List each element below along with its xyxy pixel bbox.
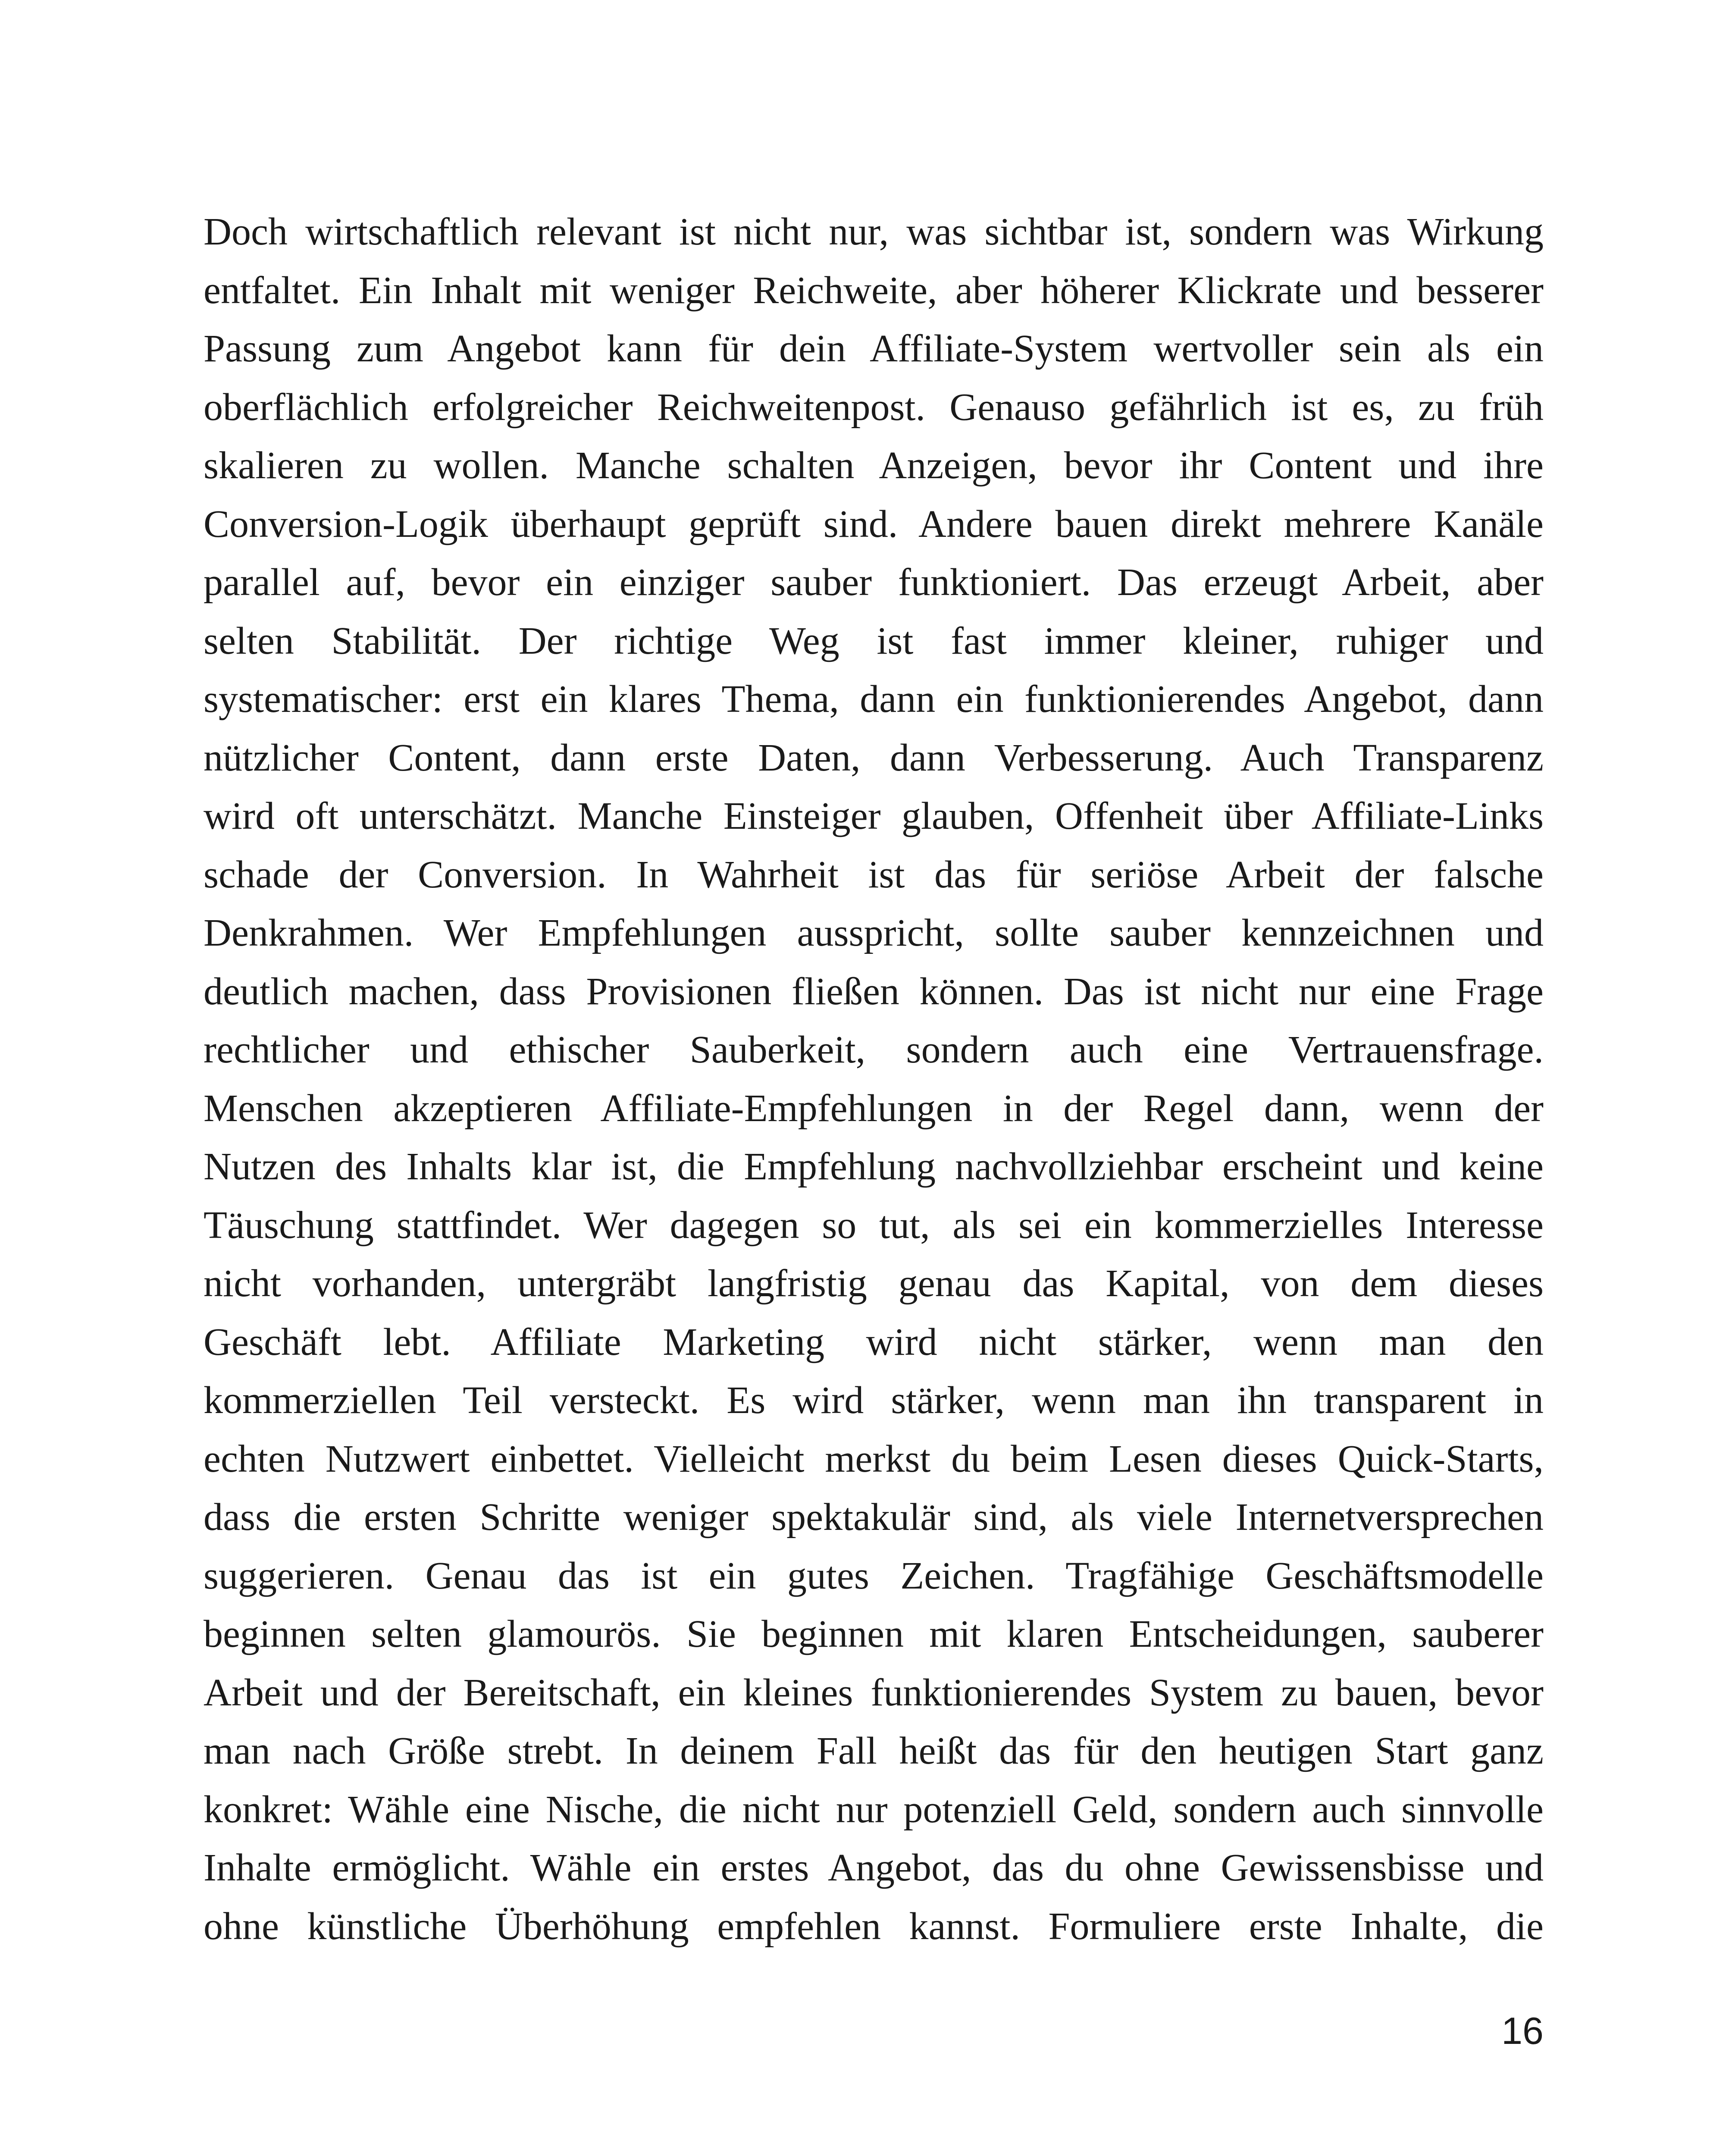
text-line: Denkrahmen. Wer Empfehlungen ausspricht, sollte sauber kennzeichnen und bbox=[204, 912, 1544, 954]
text-line: skalieren zu wollen. Manche schalten Anzeigen, bevor ihr Content und ihre bbox=[204, 444, 1544, 487]
text-line: dass die ersten Schritte weniger spektakulär sind, als viele Internetversprechen bbox=[204, 1496, 1544, 1539]
text-line: rechtlicher und ethischer Sauberkeit, sondern auch eine Vertrauensfrage. bbox=[204, 1028, 1544, 1071]
text-line: parallel auf, bevor ein einziger sauber funktioniert. Das erzeugt Arbeit, aber bbox=[204, 561, 1544, 604]
text-line: Conversion-Logik überhaupt geprüft sind. Andere bauen direkt mehrere Kanäle bbox=[204, 502, 1544, 545]
text-line: Doch wirtschaftlich relevant ist nicht nur, was sichtbar ist, sondern was Wirkung bbox=[204, 210, 1544, 253]
text-line: Täuschung stattfindet. Wer dagegen so tut, als sei ein kommerzielles Interesse bbox=[204, 1203, 1544, 1247]
text-line: echten Nutzwert einbettet. Vielleicht merkst du beim Lesen dieses Quick-Starts, bbox=[204, 1437, 1544, 1480]
text-line: kommerziellen Teil versteckt. Es wird stärker, wenn man ihn transparent in bbox=[204, 1379, 1544, 1422]
body-paragraph bbox=[204, 203, 1544, 1955]
text-line: man nach Größe strebt. In deinem Fall heißt das für den heutigen Start ganz bbox=[204, 1730, 1544, 1772]
text-line: beginnen selten glamourös. Sie beginnen mit klaren Entscheidungen, sauberer bbox=[204, 1613, 1544, 1655]
text-line: konkret: Wähle eine Nische, die nicht nur potenziell Geld, sondern auch sinnvolle bbox=[204, 1788, 1544, 1831]
text-line: Nutzen des Inhalts klar ist, die Empfehlung nachvollziehbar erscheint und keine bbox=[204, 1145, 1544, 1188]
text-line: ohne künstliche Überhöhung empfehlen kannst. Formuliere erste Inhalte, die bbox=[204, 1905, 1544, 1948]
text-line: systematischer: erst ein klares Thema, dann ein funktionierendes Angebot, dann bbox=[204, 678, 1544, 721]
page-number: 16 bbox=[1501, 2009, 1544, 2052]
text-line: nicht vorhanden, untergräbt langfristig genau das Kapital, von dem dieses bbox=[204, 1262, 1544, 1305]
text-line: suggerieren. Genau das ist ein gutes Zeichen. Tragfähige Geschäftsmodelle bbox=[204, 1554, 1544, 1597]
text-line: Passung zum Angebot kann für dein Affiliate-System wertvoller sein als ein bbox=[204, 327, 1544, 370]
text-line: selten Stabilität. Der richtige Weg ist fast immer kleiner, ruhiger und bbox=[204, 619, 1544, 662]
text-line: entfaltet. Ein Inhalt mit weniger Reichweite, aber höherer Klickrate und besserer bbox=[204, 269, 1544, 312]
text-line: Menschen akzeptieren Affiliate-Empfehlungen in der Regel dann, wenn der bbox=[204, 1087, 1544, 1130]
text-line: wird oft unterschätzt. Manche Einsteiger glauben, Offenheit über Affiliate-Links bbox=[204, 795, 1544, 837]
text-line: Geschäft lebt. Affiliate Marketing wird nicht stärker, wenn man den bbox=[204, 1320, 1544, 1363]
text-line: nützlicher Content, dann erste Daten, dann Verbesserung. Auch Transparenz bbox=[204, 736, 1544, 779]
text-line: schade der Conversion. In Wahrheit ist das für seriöse Arbeit der falsche bbox=[204, 853, 1544, 896]
text-line: Arbeit und der Bereitschaft, ein kleines funktionierendes System zu bauen, bevor bbox=[204, 1671, 1544, 1714]
text-line: oberflächlich erfolgreicher Reichweitenpost. Genauso gefährlich ist es, zu früh bbox=[204, 385, 1544, 429]
text-line: Inhalte ermöglicht. Wähle ein erstes Angebot, das du ohne Gewissensbisse und bbox=[204, 1846, 1544, 1889]
text-line: deutlich machen, dass Provisionen fließen können. Das ist nicht nur eine Frage bbox=[204, 970, 1544, 1013]
